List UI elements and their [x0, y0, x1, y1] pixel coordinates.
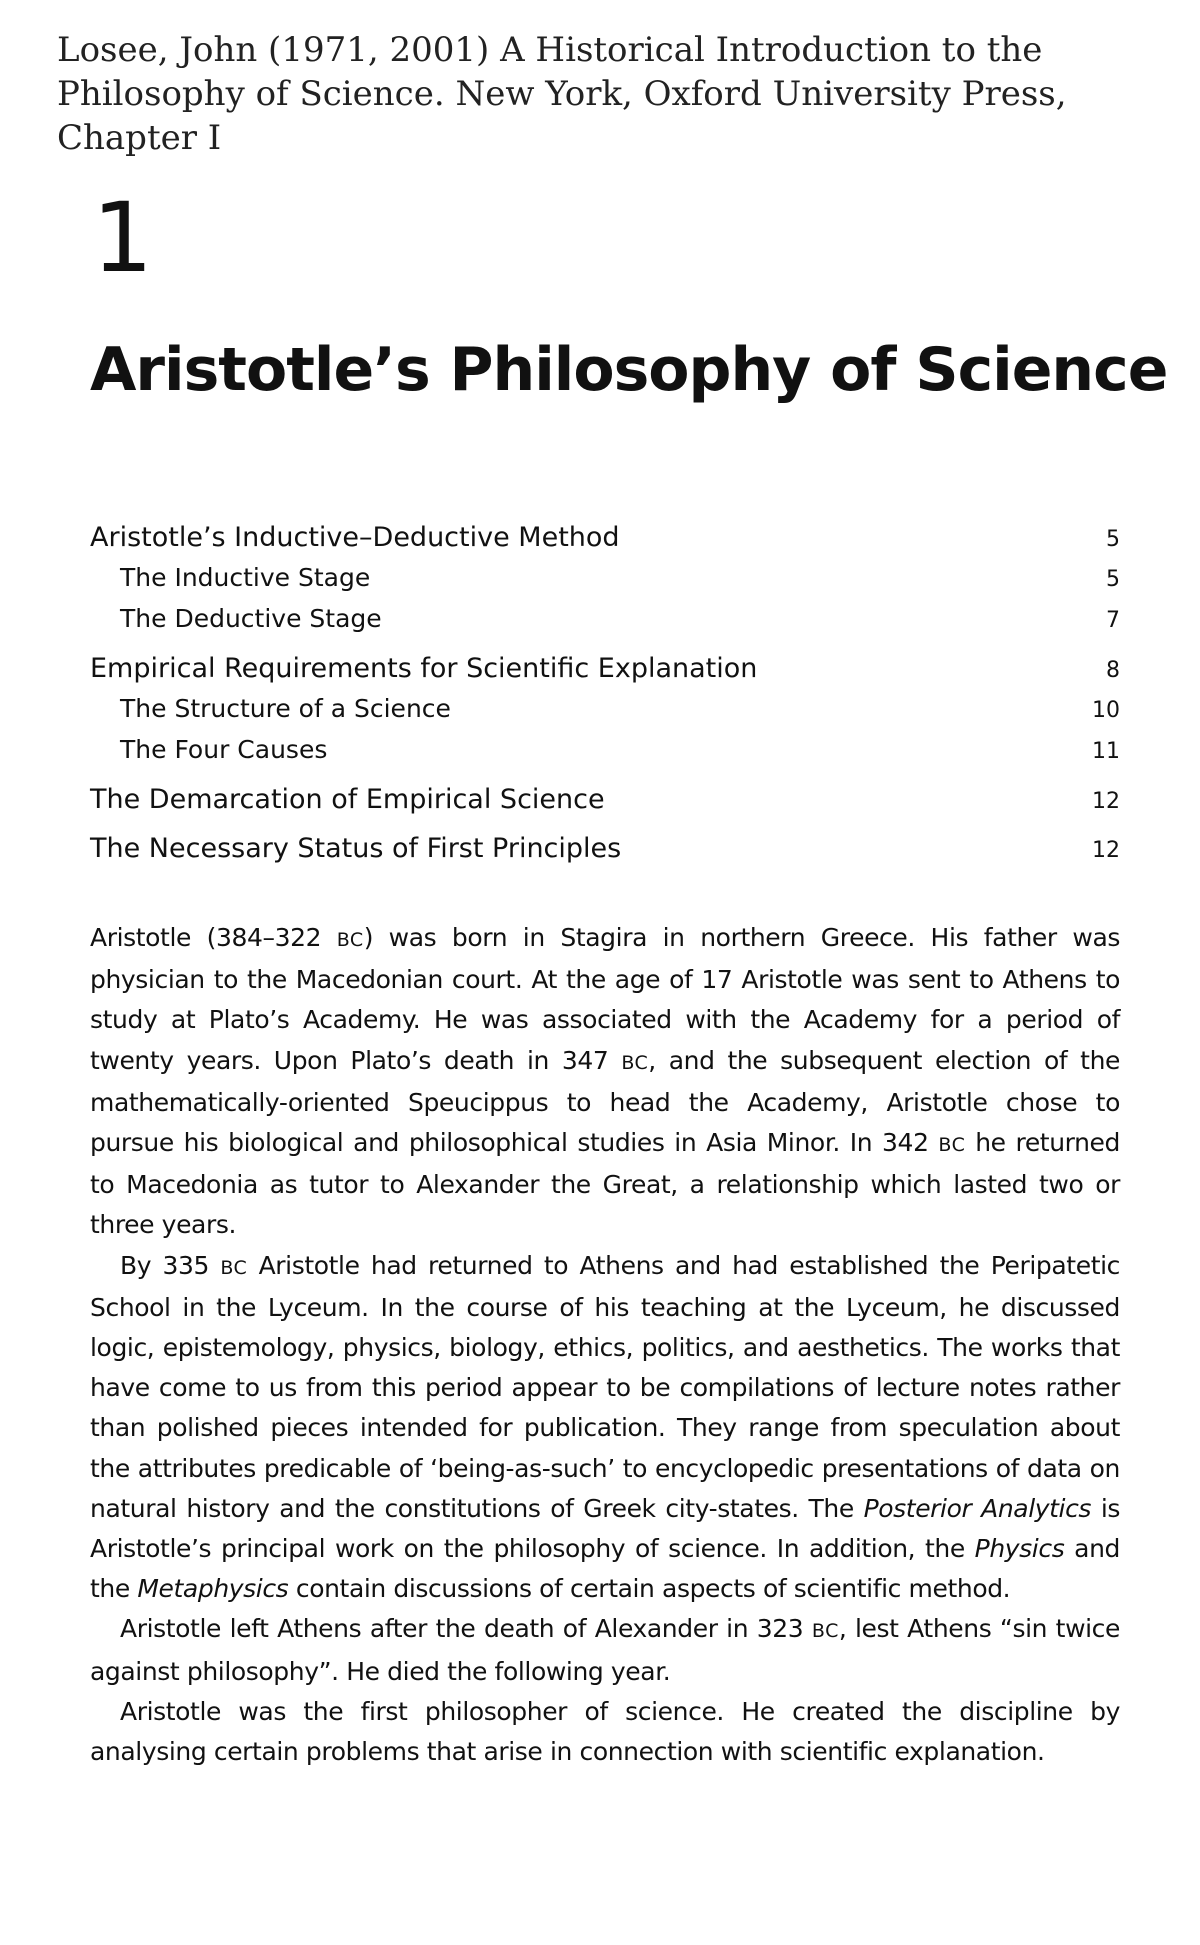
toc-entry-label: The Demarcation of Empirical Science [90, 784, 605, 815]
toc-entry-label: Aristotle’s Inductive–Deductive Method [90, 522, 620, 553]
toc-subentry [90, 563, 1120, 604]
toc-entry-page: 5 [1106, 527, 1120, 552]
body-paragraph: Aristotle left Athens after the death of Alexander in 323 BC, lest Athens “sin twice against philosophy”. He died the following year. [90, 1614, 1121, 1686]
toc-entry-label: The Four Causes [120, 735, 328, 764]
chapter-body [90, 918, 1120, 1772]
era-abbreviation: BC [938, 1134, 966, 1157]
paragraph-lead-word: Aristotle [90, 923, 191, 952]
era-abbreviation: BC [336, 929, 364, 951]
body-paragraph: Aristotle (384–322 BC) was born in Stagira in northern Greece. His father was physician to the Macedonian court. At the age of 17 Aristotle was sent to Athens to study at Plato’s Academy. He was associated with the Academy for a period of twenty years. Upon Plato’s death in 347 BC, and the subsequent election of the mathematically-oriented Speucippus to head the Academy, Aristotle chose to pursue his biological and philosophical studies in Asia Minor. In 342 BC he returned to Macedonia as tutor to Alexander the Great, a relationship which lasted two or three years. [90, 923, 1120, 1240]
citation-line-1: Losee, John (1971, 2001) A Historical Introduction to the [57, 30, 1043, 70]
toc-subentry [90, 604, 1120, 645]
toc-entry-label: The Structure of a Science [120, 694, 451, 723]
toc-entry [90, 833, 1120, 874]
era-abbreviation: BC [621, 1051, 649, 1074]
toc-entry-label: Empirical Requirements for Scientific Explanation [90, 653, 758, 684]
toc-entry-page: 8 [1106, 658, 1120, 683]
toc-subentry [90, 735, 1120, 776]
era-abbreviation: BC [220, 1256, 248, 1279]
toc-entry-label: The Necessary Status of First Principles [90, 833, 622, 864]
work-title: Physics [974, 1534, 1065, 1564]
body-paragraph: Aristotle was the first philosopher of science. He created the discipline by analysing certain problems that arise in connection with scientific explanation. [90, 1696, 1120, 1767]
citation-note [57, 28, 1137, 160]
toc-entry [90, 522, 1120, 563]
chapter-title: Aristotle’s Philosophy of Science [90, 335, 1168, 405]
toc-subentry [90, 694, 1120, 735]
chapter-contents [90, 522, 1120, 874]
work-title: Metaphysics [137, 1574, 289, 1604]
toc-entry-label: The Inductive Stage [120, 563, 371, 592]
toc-entry-page: 12 [1092, 838, 1120, 863]
toc-entry [90, 653, 1120, 694]
toc-entry-page: 5 [1106, 567, 1120, 592]
era-abbreviation: BC [811, 1620, 839, 1643]
citation-line-3: Chapter I [57, 118, 222, 158]
citation-line-2: Philosophy of Science. New York, Oxford University Press, [57, 74, 1067, 114]
body-paragraph: By 335 BC Aristotle had returned to Athens and had established the Peripatetic School in the Lyceum. In the course of his teaching at the Lyceum, he discussed logic, epistemology, physics, biology, ethics, politics, and aesthetics. The works that have come to us from this period appear to be compilations of lecture notes rather than polished pieces intended for publication. They range from speculation about the attributes predicable of ‘being-as-such’ to encyclopedic presentations of data on natural history and the constitutions of Greek city-states. The Posterior Analytics is Aristotle’s principal work on the philosophy of science. In addition, the Physics and the Metaphysics contain discussions of certain aspects of scientific method. [90, 1250, 1120, 1604]
work-title: Posterior Analytics [863, 1493, 1092, 1523]
toc-entry-page: 12 [1092, 789, 1120, 814]
toc-entry-page: 7 [1106, 608, 1120, 633]
chapter-number: 1 [92, 182, 154, 294]
toc-entry-label: The Deductive Stage [120, 604, 382, 633]
toc-entry-page: 10 [1092, 698, 1120, 723]
toc-entry [90, 784, 1120, 825]
toc-entry-page: 11 [1092, 739, 1120, 764]
